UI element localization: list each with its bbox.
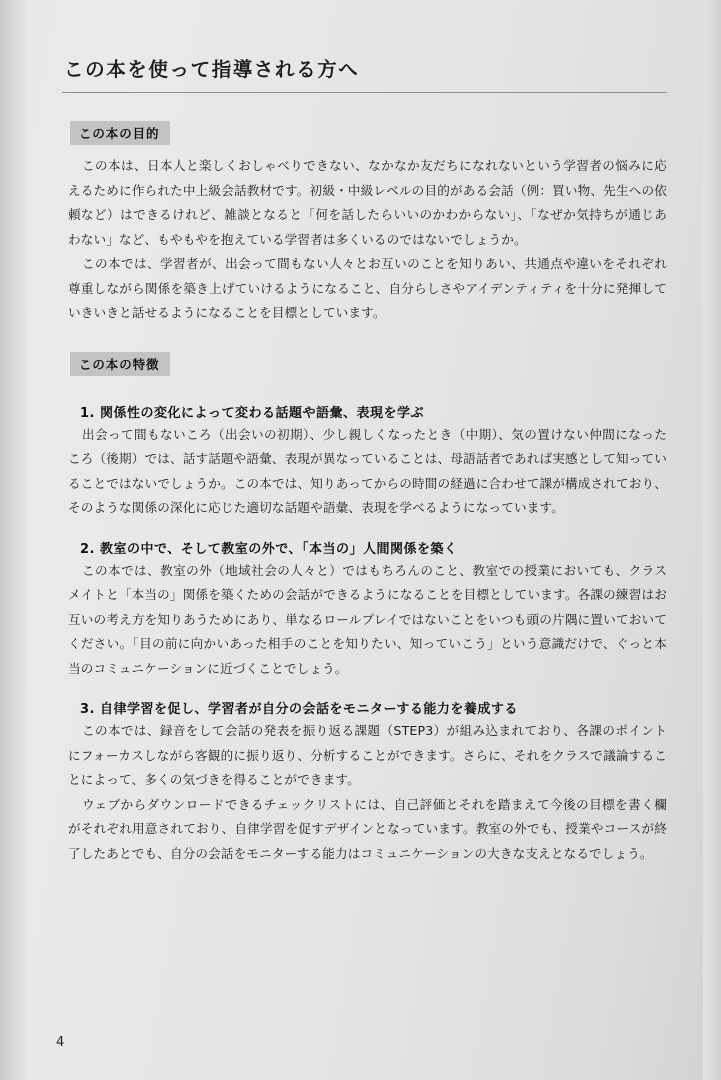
paragraph: この本では、学習者が、出会って間もない人々とお互いのことを知りあい、共通点や違いをそれぞれ尊重しながら関係を築き上げていけるようになること、自分らしさやアイデンティティを十分に発揮していきいきと話せるようになることを目標としています。	[68, 256, 667, 320]
page-content	[56, 54, 669, 866]
paragraph: この本では、録音をして会話の発表を振り返る課題（STEP3）が組み込まれており、各課のポイントにフォーカスしながら客観的に振り返り、分析することができます。さらに、それをクラスで議論することによって、多くの気づきを得ることができます。	[68, 723, 667, 787]
feature-heading-2: 2. 教室の中で、そして教室の外で、「本当の」人間関係を築く	[80, 541, 458, 557]
paragraph: ウェブからダウンロードできるチェックリストには、自己評価とそれを踏まえて今後の目標を書く欄がそれぞれ用意されており、自律学習を促すデザインとなっています。教室の外でも、授業やコースが終了したあとでも、自分の会話をモニターする能力はコミュニケーションの大きな支えとなるでしょう。	[68, 796, 667, 861]
paragraph: この本は、日本人と楽しくおしゃべりできない、なかなか友だちになれないという学習者の悩みに応えるために作られた中上級会話教材です。初級・中級レベルの目的がある会話（例：買い物、先生への依頼など）はできるけれど、雑談となると「何を話したらいいのかわからない」、「なぜか気持ちが通じあわない」など、もやもやを抱えている学習者は多くいるのではないでしょうか。	[68, 158, 667, 247]
section-heading-purpose: この本の目的	[70, 121, 170, 145]
page-title: この本を使って指導される方へ	[64, 58, 360, 81]
page-number: 4	[56, 1035, 65, 1050]
section-body-purpose	[68, 154, 667, 326]
paragraph: 出会って間もないころ（出会いの初期）、少し親しくなったとき（中期）、気の置けない仲間になったころ（後期）では、話す話題や語彙、表現が異なっていることは、母語話者であれば実感として知っていることではないでしょうか。この本では、知りあってからの時間の経過に合わせて課が構成されており、そのような関係の深化に応じた適切な話題や語彙、表現を学べるようになっています。	[68, 426, 667, 515]
section-body-features	[68, 402, 667, 867]
title-divider	[62, 92, 667, 93]
feature-heading-3: 3. 自律学習を促し、学習者が自分の会話をモニターする能力を養成する	[80, 702, 518, 717]
section-heading-features: この本の特徴	[70, 352, 170, 376]
feature-heading-1: 1. 関係性の変化によって変わる話題や語彙、表現を学ぶ	[80, 405, 425, 421]
paragraph: この本では、教室の外（地域社会の人々と）ではもちろんのこと、教室での授業においても、クラスメイトと「本当の」関係を築くための会話ができるようになることを目標としています。各課の練習はお互いの考え方を知りあうためにあり、単なるロールプレイではないことをいつも頭の片隅に置いておいてください。「目の前に向かいあった相手のことを知りたい、知っていこう」という意識だけで、ぐっと本当のコミュニケーションに近づくことでしょう。	[68, 562, 667, 676]
